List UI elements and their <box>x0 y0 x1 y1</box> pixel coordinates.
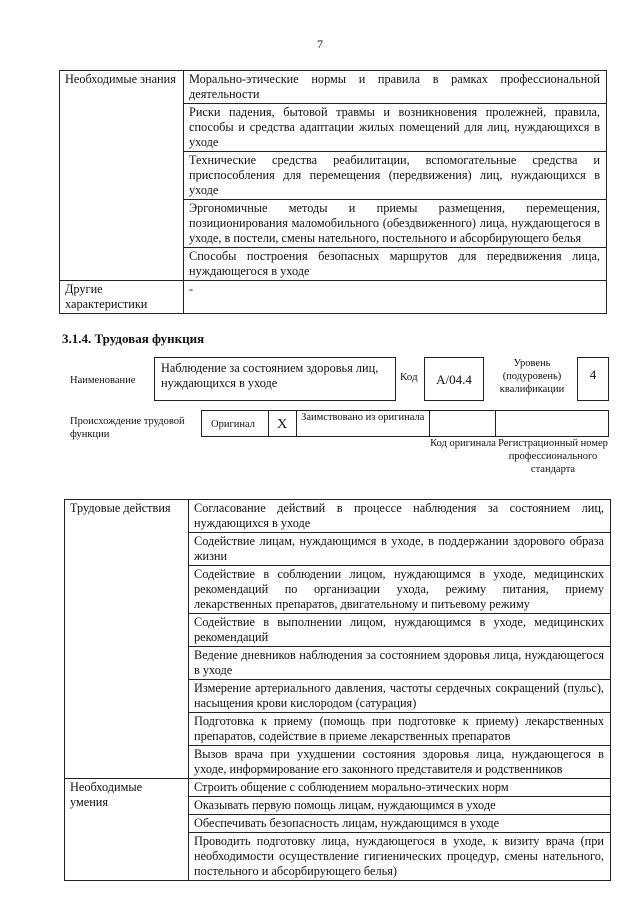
table-row <box>65 500 611 533</box>
row-item: Риски падения, бытовой травмы и возникновения пролежней, правила, способы и средства адаптации жилых помещений для лиц, нуждающихся в уходе <box>184 104 607 152</box>
reg-number-cell <box>496 411 608 436</box>
knowledge-table <box>59 70 607 314</box>
table-row <box>60 71 607 104</box>
borrowed-label: Заимствовано из оригинала <box>297 411 430 436</box>
level-value: 4 <box>577 357 609 401</box>
row-item: Обеспечивать безопасность лицам, нуждающимся в уходе <box>189 815 611 833</box>
row-item: Строить общение с соблюдением морально-этических норм <box>189 779 611 797</box>
level-label: Уровень (подуровень) квалификации <box>499 358 565 395</box>
origin-label: Происхождение трудовой функции <box>70 416 185 440</box>
row-item: Ведение дневников наблюдения за состоянием здоровья лица, нуждающегося в уходе <box>189 647 611 680</box>
page-number: 7 <box>317 37 323 51</box>
original-label: Оригинал <box>202 411 269 436</box>
row-item: Согласование действий в процессе наблюдения за состоянием лиц, нуждающихся в уходе <box>189 500 611 533</box>
code-value: A/04.4 <box>424 357 484 401</box>
row-item: - <box>184 281 607 314</box>
row-item: Содействие в соблюдении лицом, нуждающимся в уходе, медицинских рекомендаций по организации ухода, режиму питания, приему лекарственных препаратов, двигательному и питьевому режиму <box>189 566 611 614</box>
table-row <box>65 779 611 797</box>
row-item: Эргономичные методы и приемы размещения, перемещения, позиционирования маломобильного (обездвиженного) лица, нуждающегося в уходе, в постели, смены нательного, постельного и абсорбирующего белья <box>184 200 607 248</box>
knowledge-table-body <box>60 71 607 314</box>
original-mark: X <box>269 411 297 436</box>
row-label: Трудовые действия <box>65 500 189 779</box>
row-item: Содействие в выполнении лицом, нуждающимся в уходе, медицинских рекомендаций <box>189 614 611 647</box>
table-row <box>60 281 607 314</box>
name-label: Наименование <box>70 375 136 386</box>
function-table <box>64 499 611 881</box>
row-item: Проводить подготовку лица, нуждающегося в уходе, к визиту врача (при необходимости осуществление гигиенических процедур, смены нательного, постельного и абсорбирующего белья) <box>189 833 611 881</box>
row-item: Содействие лицам, нуждающимся в уходе, в поддержании здорового образа жизни <box>189 533 611 566</box>
row-label: Необходимые знания <box>60 71 184 281</box>
origin-row <box>201 410 609 437</box>
section-heading: 3.1.4. Трудовая функция <box>62 331 205 346</box>
row-label: Необходимые умения <box>65 779 189 881</box>
function-name-box <box>154 357 396 401</box>
code-label: Код <box>400 371 418 383</box>
origin-code-caption: Код оригинала <box>430 438 496 449</box>
row-item: Морально-этические нормы и правила в рамках профессиональной деятельности <box>184 71 607 104</box>
origin-code-cell <box>430 411 496 436</box>
function-name: Наблюдение за состоянием здоровья лиц, нуждающихся в уходе <box>161 361 379 390</box>
reg-number-caption: Регистрационный номер профессионального стандарта <box>498 438 608 475</box>
row-item: Подготовка к приему (помощь при подготовке к приему) лекарственных препаратов, содействие в приеме лекарственных препаратов <box>189 713 611 746</box>
function-table-body <box>65 500 611 881</box>
row-label: Другие характеристики <box>60 281 184 314</box>
row-item: Технические средства реабилитации, вспомогательные средства и приспособления для перемещения (передвижения) лиц, нуждающихся в уходе <box>184 152 607 200</box>
row-item: Оказывать первую помощь лицам, нуждающимся в уходе <box>189 797 611 815</box>
row-item: Измерение артериального давления, частоты сердечных сокращений (пульс), насыщения крови кислородом (сатурация) <box>189 680 611 713</box>
row-item: Способы построения безопасных маршрутов для передвижения лица, нуждающегося в уходе <box>184 248 607 281</box>
row-item: Вызов врача при ухудшении состояния здоровья лица, нуждающегося в уходе, информирование его законного представителя и родственников <box>189 746 611 779</box>
